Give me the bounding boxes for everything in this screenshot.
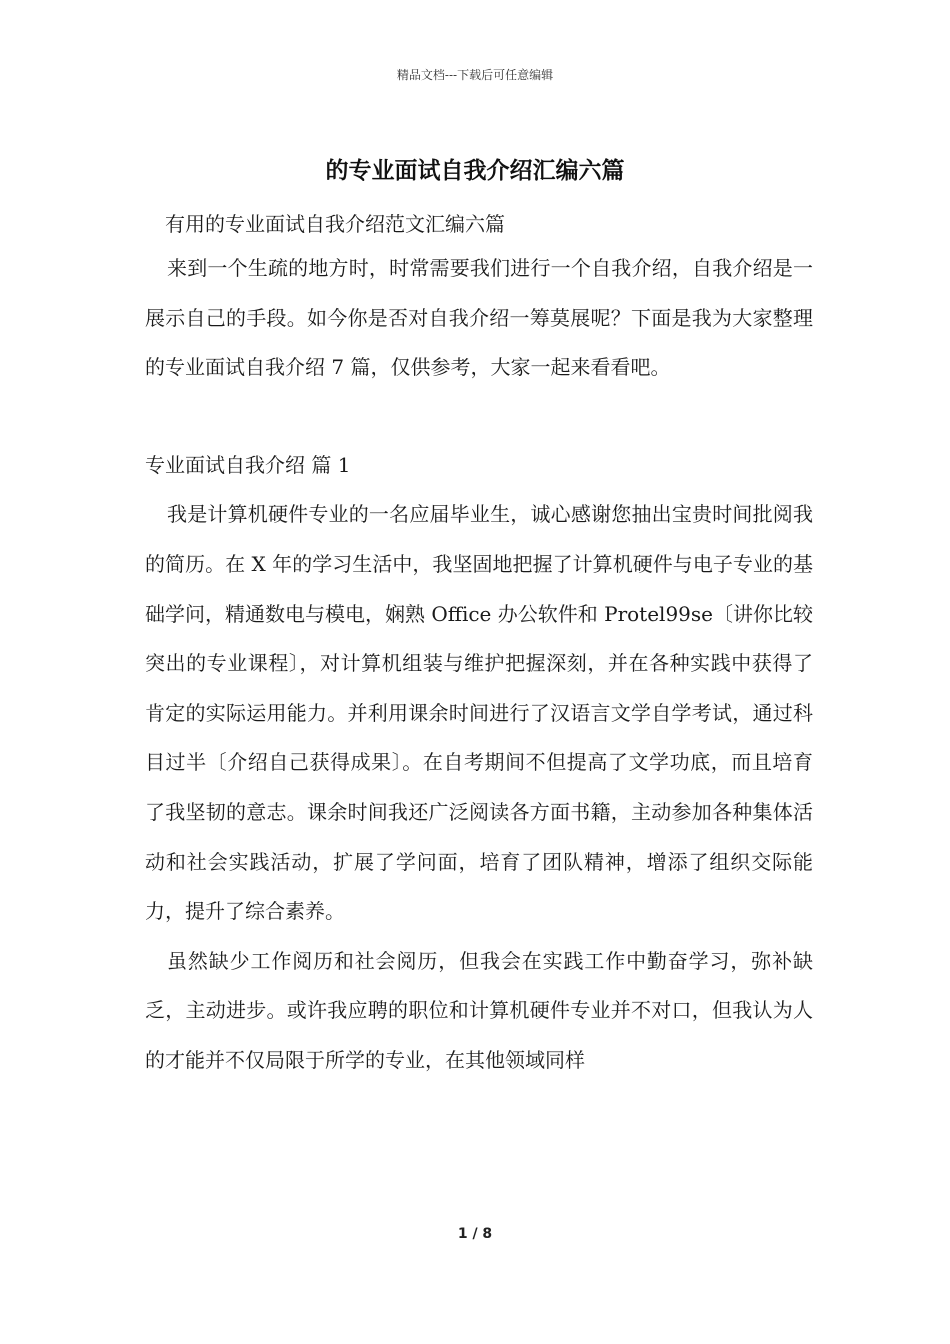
intro-paragraph: 来到一个生疏的地方时，时常需要我们进行一个自我介绍，自我介绍是一展示自己的手段。如今你是否对自我介绍一筹莫展呢？下面是我为大家整理的专业面试自我介绍 7 篇，仅供参考，大家一起来看看吧。 <box>145 256 813 380</box>
page-number: 1 / 8 <box>457 1226 493 1242</box>
document-body <box>145 204 813 1086</box>
section-heading: 专业面试自我介绍 篇 1 <box>145 452 351 477</box>
section-paragraph-1: 我是计算机硬件专业的一名应届毕业生，诚心感谢您抽出宝贵时间批阅我的简历。在 X 年的学习生活中，我坚固地把握了计算机硬件与电子专业的基础学问，精通数电与模电，娴熟 Office 办公软件和 Protel99se〔讲你比较突出的专业课程〕，对计算机组装与维护把握深刻，并在各种实践中获得了肯定的实际运用能力。并利用课余时间进行了汉语言文学自学考试，通过科目过半〔介绍自己获得成果〕。在自考期间不但提高了文学功底，而且培育了我坚韧的意志。课余时间我还广泛阅读各方面书籍，主动参加各种集体活动和社会实践活动，扩展了学问面，培育了团队精神，增添了组织交际能力，提升了综合素养。 <box>145 502 813 924</box>
document-subtitle: 有用的专业面试自我介绍范文汇编六篇 <box>165 212 505 236</box>
header-note: 精品文档---下载后可任意编辑 <box>396 68 554 82</box>
section-paragraph-2: 虽然缺少工作阅历和社会阅历，但我会在实践工作中勤奋学习，弥补缺乏，主动进步。或许我应聘的职位和计算机硬件专业并不对口，但我认为人的才能并不仅局限于所学的专业，在其他领域同样 <box>145 948 813 1072</box>
document-title: 的专业面试自我介绍汇编六篇 <box>325 157 625 184</box>
